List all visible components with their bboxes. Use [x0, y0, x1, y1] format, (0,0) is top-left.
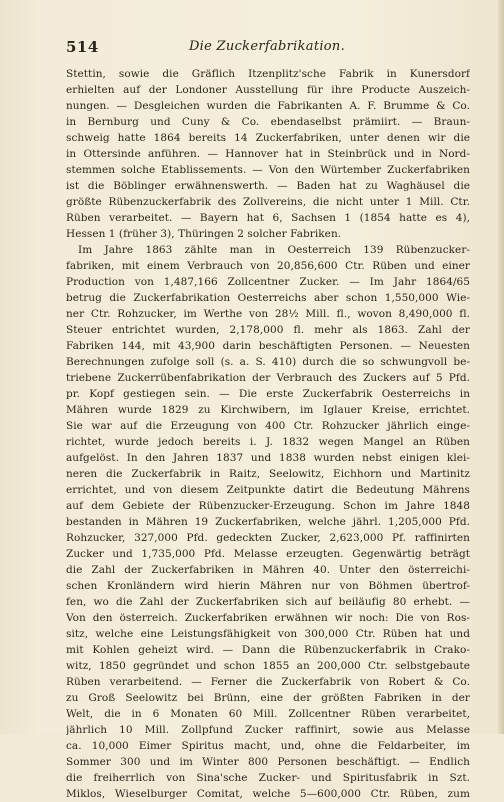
text-line: Zucker und 1,735,000 Pfd. Melasse erzeugten. Gegenwärtig beträgt: [66, 548, 470, 560]
text-line: jährlich 10 Mill. Zollpfund Zucker raffinirt, sowie aus Melasse: [66, 724, 470, 736]
text-line: ner Ctr. Rohzucker, im Werthe von 28½ Mill. fl., wovon 8,490,000 fl.: [66, 308, 470, 320]
text-line: auf dem Gebiete der Rübenzucker-Erzeugung. Schon im Jahre 1848: [66, 500, 470, 512]
page-number: 514: [66, 38, 99, 56]
text-line: Sommer 300 und im Winter 800 Personen beschäftigt. — Endlich: [66, 756, 470, 768]
page-edge-shadow: [498, 0, 504, 734]
text-line: größte Rübenzuckerfabrik des Zollvereins, die nicht unter 1 Mill. Ctr.: [66, 196, 470, 208]
text-line: witz, 1850 gegründet und schon 1855 an 200,000 Ctr. selbstgebaute: [66, 660, 470, 672]
text-line: Welt, die in 6 Monaten 60 Mill. Zollcentner Rüben verarbeitet,: [66, 708, 470, 720]
text-line: Fabriken 144, mit 43,900 darin beschäftigten Personen. — Neuesten: [66, 340, 470, 352]
text-line: Stettin, sowie die Gräflich Itzenplitz'sche Fabrik in Kunersdorf: [66, 68, 470, 80]
text-line: bestanden in Mähren 19 Zuckerfabriken, welche jährl. 1,205,000 Pfd.: [66, 516, 470, 528]
text-line: Rüben verarbeitet. — Bayern hat 6, Sachsen 1 (1854 hatte es 4),: [66, 212, 470, 224]
text-line: betrug die Zuckerfabrikation Oesterreichs aber schon 1,550,000 Wie-: [66, 292, 470, 304]
text-line: schen Kronländern wird hierin Mähren nur von Böhmen übertrof-: [66, 580, 470, 592]
text-line: Berechnungen zufolge soll (s. a. S. 410) durch die so schwungvoll be-: [66, 356, 470, 368]
text-line: die Zahl der Zuckerfabriken in Mähren 40. Unter den österreichi-: [66, 564, 470, 576]
text-line: pr. Kopf gestiegen sein. — Die erste Zuckerfabrik Oesterreichs in: [66, 388, 470, 400]
text-line: schweig hatte 1864 bereits 14 Zuckerfabriken, unter denen wir die: [66, 132, 470, 144]
text-line: Im Jahre 1863 zählte man in Oesterreich 139 Rübenzucker-: [78, 244, 470, 256]
text-line: mit Kohlen geheizt wird. — Dann die Rübenzuckerfabrik in Crako-: [66, 644, 470, 656]
text-line: in Ottersinde anführen. — Hannover hat in Steinbrück und in Nord-: [66, 148, 470, 160]
text-line: nungen. — Desgleichen wurden die Fabrikanten A. F. Brumme & Co.: [66, 100, 470, 112]
text-line: triebene Zuckerrübenfabrikation der Verbrauch des Zuckers auf 5 Pfd.: [66, 372, 470, 384]
text-line: erhielten auf der Londoner Ausstellung für ihre Producte Auszeich-: [66, 84, 470, 96]
text-line: errichtet, und von diesem Zeitpunkte datirt die Bedeutung Mährens: [66, 484, 470, 496]
text-line: Hessen 1 (früher 3), Thüringen 2 solcher Fabriken.: [66, 228, 342, 240]
text-line: Mähren wurde 1829 zu Kirchwibern, im Iglauer Kreise, errichtet.: [66, 404, 470, 416]
text-line: Sie war auf die Erzeugung von 400 Ctr. Rohzucker jährlich einge-: [66, 420, 470, 432]
text-line: fen, wo die Zahl der Zuckerfabriken sich auf beiläufig 80 erhebt. —: [66, 596, 470, 608]
text-line: ist die Böblinger erwähnenswerth. — Baden hat zu Waghäusel die: [66, 180, 470, 192]
text-line: Steuer entrichtet wurden, 2,178,000 fl. mehr als 1863. Zahl der: [66, 324, 470, 336]
text-line: Production von 1,487,166 Zollcentner Zucker. — Im Jahr 1864/65: [66, 276, 470, 288]
running-title: Die Zuckerfabrikation.: [188, 39, 346, 54]
text-line: die freiherrlich von Sina'sche Zucker- und Spiritusfabrik in Szt.: [66, 772, 470, 784]
text-line: aufgelöst. In den Jahren 1837 und 1838 wurden nebst einigen klei-: [66, 452, 470, 464]
text-line: ca. 10,000 Eimer Spiritus macht, und, ohne die Feldarbeiter, im: [66, 740, 470, 752]
text-line: zu Groß Seelowitz bei Brünn, eine der größten Fabriken in der: [66, 692, 470, 704]
body-text: [66, 66, 470, 802]
text-line: Miklos, Wieselburger Comitat, welche 5—600,000 Ctr. Rüben, zum: [66, 788, 470, 800]
text-line: stemmen solche Etablissements. — Von den Würtember Zuckerfabriken: [66, 164, 470, 176]
text-line: richtet, wurde jedoch bereits i. J. 1832 wegen Mangel an Rüben: [66, 436, 470, 448]
text-line: neren die Zuckerfabrik in Raitz, Seelowitz, Eichhorn und Martinitz: [66, 468, 470, 480]
text-line: in Bernburg und Cuny & Co. ebendaselbst prämiirt. — Braun-: [66, 116, 470, 128]
text-line: Von den österreich. Zuckerfabriken erwähnen wir noch: Die von Ros-: [66, 612, 470, 624]
text-line: Rohzucker, 327,000 Pfd. gedeckten Zucker, 2,623,000 Pf. raffinirten: [66, 532, 470, 544]
page-header: [66, 38, 468, 58]
text-line: Rüben verarbeitend. — Ferner die Zuckerfabrik von Robert & Co.: [66, 676, 470, 688]
text-line: sitz, welche eine Leistungsfähigkeit von 300,000 Ctr. Rüben hat und: [66, 628, 470, 640]
text-line: fabriken, mit einem Verbrauch von 20,856,600 Ctr. Rüben und einer: [66, 260, 470, 272]
